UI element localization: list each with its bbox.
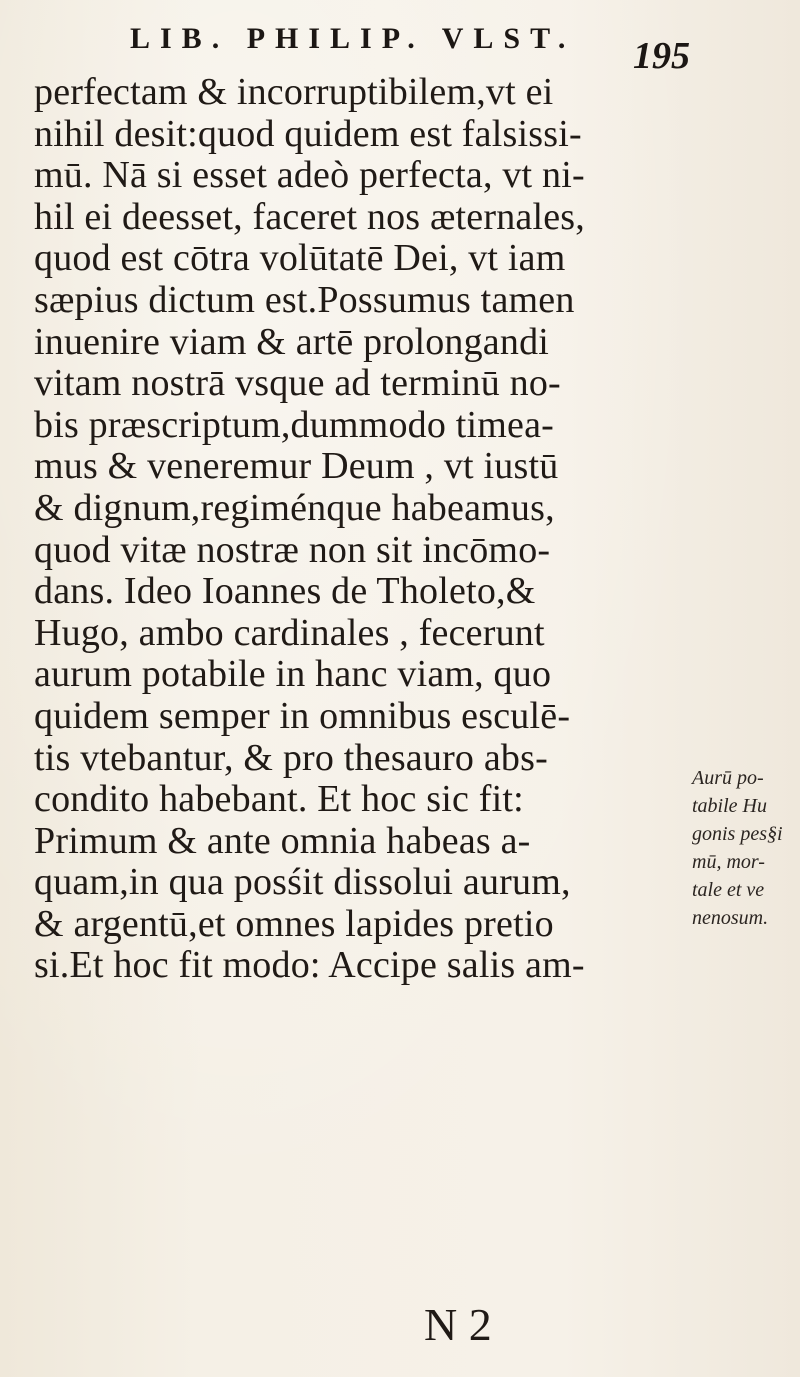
marginal-note-line: tabile Hu: [692, 795, 767, 817]
main-text-block: [34, 72, 684, 987]
text-line: bis præscriptum,dummodo timea-: [34, 403, 555, 446]
running-head: LIB. PHILIP. VLST.: [130, 22, 576, 55]
text-line: hil ei deesset, faceret nos æternales,: [34, 195, 585, 238]
text-line: vitam nostrā vsque ad terminū no-: [34, 362, 561, 405]
text-line: quod vitæ nostræ non sit incōmo-: [34, 528, 551, 571]
page-number: 195: [633, 35, 690, 77]
text-line: nihil desit:quod quidem est falsissi-: [34, 112, 582, 155]
marginal-note-line: tale et ve: [692, 879, 765, 901]
text-line: & dignum,regiménque habeamus,: [34, 486, 555, 529]
text-line: quidem semper in omnibus esculē-: [34, 694, 571, 737]
text-line: sæpius dictum est.Possumus tamen: [34, 278, 575, 321]
text-line: Hugo, ambo cardinales , fecerunt: [34, 611, 545, 654]
text-line: mus & veneremur Deum , vt iustū: [34, 445, 559, 488]
text-line: inuenire viam & artē prolongandi: [34, 320, 550, 363]
text-line: dans. Ideo Ioannes de Tholeto,&: [34, 570, 536, 613]
marginal-note-line: Aurū po-: [692, 767, 764, 789]
text-line: si.Et hoc fit modo: Accipe salis am-: [34, 944, 585, 987]
signature-mark: N 2: [424, 1299, 492, 1350]
text-line: quam,in qua posśit dissolui aurum,: [34, 861, 571, 904]
text-line: Primum & ante omnia habeas a-: [34, 819, 531, 862]
text-line: perfectam & incorruptibilem,vt ei: [34, 71, 554, 113]
marginal-note-line: mū, mor-: [692, 851, 765, 873]
marginal-note: [692, 764, 796, 932]
marginal-note-line: gonis pes§i: [692, 823, 783, 845]
text-line: & argentū,et omnes lapides pretio: [34, 902, 554, 945]
text-line: quod est cōtra volūtatē Dei, vt iam: [34, 237, 566, 280]
text-line: condito habebant. Et hoc sic fit:: [34, 778, 524, 821]
text-line: tis vtebantur, & pro thesauro abs-: [34, 736, 548, 779]
page-header: [130, 14, 690, 77]
marginal-note-line: nenosum.: [692, 907, 769, 929]
text-line: aurum potabile in hanc viam, quo: [34, 653, 552, 696]
text-line: mū. Nā si esset adeò perfecta, vt ni-: [34, 154, 585, 197]
